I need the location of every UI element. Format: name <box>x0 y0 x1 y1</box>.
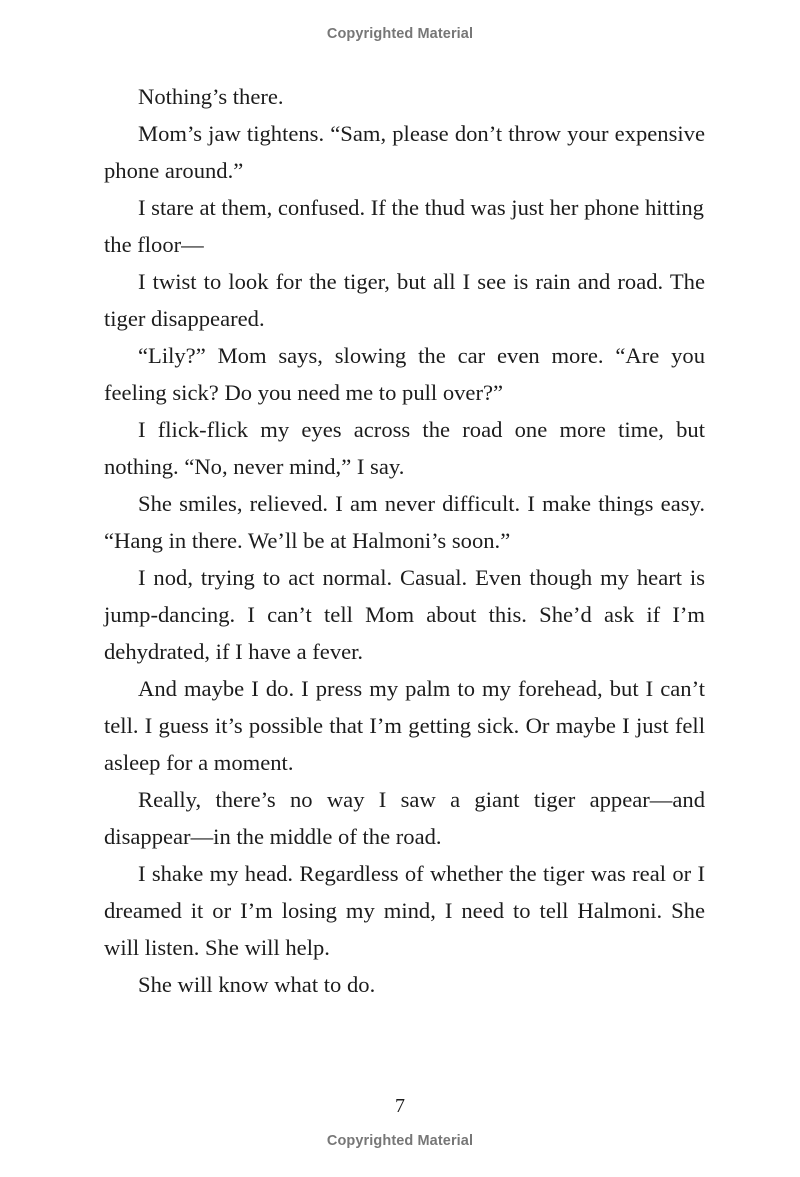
paragraph: And maybe I do. I press my palm to my forehead, but I can’t tell. I guess it’s possible that I’m getting sick. Or maybe I just fell asleep for a moment. <box>104 676 705 775</box>
paragraph: I nod, trying to act normal. Casual. Even though my heart is jump-dancing. I can’t tell Mom about this. She’d ask if I’m dehydrated, if I have a fever. <box>104 565 705 664</box>
paragraph: I flick-flick my eyes across the road one more time, but nothing. “No, never mind,” I say. <box>104 417 705 479</box>
paragraph: Nothing’s there. <box>138 84 284 109</box>
book-page-body <box>104 78 705 1003</box>
paragraph: “Lily?” Mom says, slowing the car even more. “Are you feeling sick? Do you need me to pull over?” <box>104 343 705 405</box>
paragraph: She will know what to do. <box>138 972 376 997</box>
paragraph: Really, there’s no way I saw a giant tiger appear—and disappear—in the middle of the road. <box>104 787 705 849</box>
paragraph: I stare at them, confused. If the thud was just her phone hitting the floor— <box>104 195 704 257</box>
header-copyright-notice: Copyrighted Material <box>326 26 474 42</box>
paragraph: I twist to look for the tiger, but all I see is rain and road. The tiger disappeared. <box>104 269 705 331</box>
paragraph: She smiles, relieved. I am never difficult. I make things easy. “Hang in there. We’ll be at Halmoni’s soon.” <box>104 491 705 553</box>
paragraph: I shake my head. Regardless of whether the tiger was real or I dreamed it or I’m losing my mind, I need to tell Halmoni. She will listen. She will help. <box>104 861 705 960</box>
paragraph: Mom’s jaw tightens. “Sam, please don’t throw your expensive phone around.” <box>104 121 705 183</box>
page-number: 7 <box>395 1095 405 1117</box>
footer-copyright-notice: Copyrighted Material <box>326 1133 474 1149</box>
